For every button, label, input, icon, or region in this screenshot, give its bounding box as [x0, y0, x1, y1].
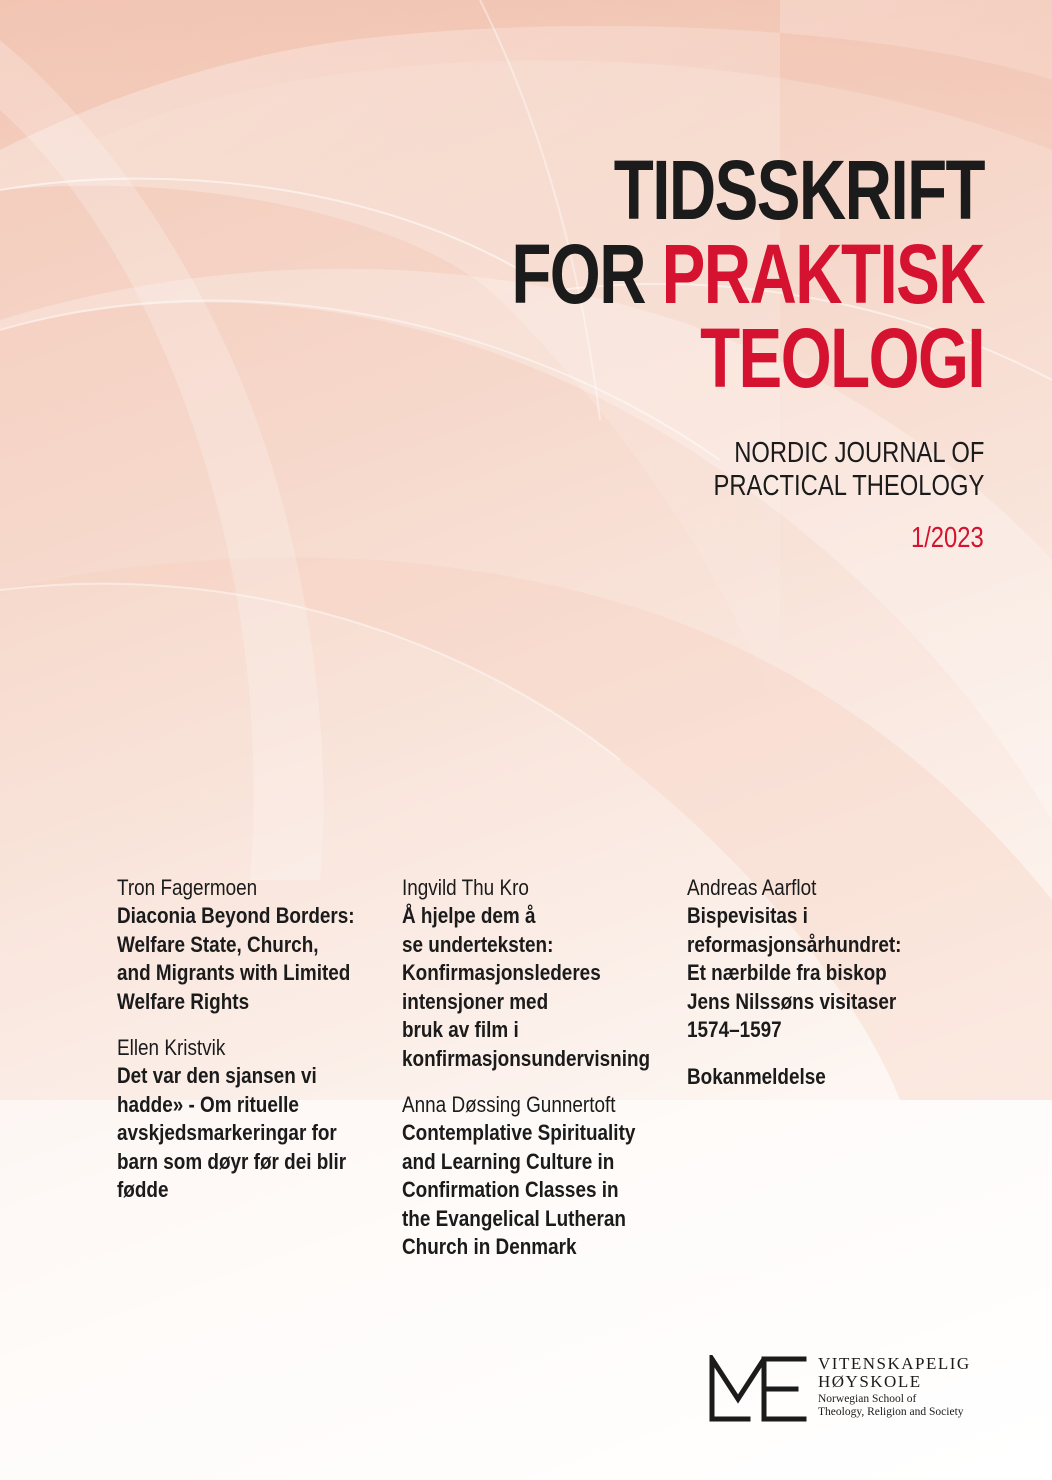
article-author: Ingvild Thu Kro — [402, 875, 529, 900]
article-title — [687, 902, 957, 1045]
article-title-line: fødde — [117, 1177, 169, 1202]
book-review-label: Bokanmeldelse — [687, 1063, 826, 1089]
article-title — [402, 902, 672, 1073]
publisher-name-line-2: HØYSKOLE — [818, 1372, 922, 1391]
article-entry — [402, 874, 672, 1073]
article-author: Anna Døssing Gunnertoft — [402, 1092, 616, 1117]
article-title-line: Å hjelpe dem å — [402, 903, 536, 928]
article-author: Andreas Aarflot — [687, 875, 817, 900]
publisher-name — [818, 1355, 971, 1419]
article-title-line: konfirmasjonsundervisning — [402, 1045, 651, 1071]
article-title-line: bruk av film i — [402, 1017, 519, 1042]
article-entry — [117, 1034, 387, 1205]
title-line-1: TIDSSKRIFT — [613, 143, 984, 237]
title-line-3: TEOLOGI — [700, 311, 984, 405]
title-for: FOR — [511, 227, 662, 321]
subtitle-line-2: PRACTICAL THEOLOGY — [713, 470, 984, 502]
mf-logo-mark-icon — [708, 1355, 808, 1423]
article-title-line: 1574–1597 — [687, 1017, 782, 1042]
issue-number: 1/2023 — [911, 522, 984, 554]
article-entry — [117, 874, 387, 1016]
contents-column-3 — [687, 874, 957, 1091]
article-title-line: Bispevisitas i — [687, 903, 808, 928]
article-title-line: the Evangelical Lutheran — [402, 1205, 626, 1231]
article-entry — [687, 874, 957, 1045]
title-line-2 — [511, 227, 984, 321]
article-title-line: Confirmation Classes in — [402, 1177, 619, 1202]
article-title-line: Contemplative Spirituality — [402, 1120, 636, 1145]
publisher-sub-line-1: Norwegian School of — [818, 1393, 917, 1405]
article-title-line: Church in Denmark — [402, 1234, 577, 1259]
article-title — [402, 1119, 672, 1262]
article-title-line: reformasjonsårhundret: — [687, 931, 902, 957]
article-title — [117, 1062, 387, 1205]
journal-subtitle — [713, 437, 984, 503]
article-title-line: Diaconia Beyond Borders: — [117, 903, 355, 928]
article-title-line: Welfare Rights — [117, 988, 250, 1014]
title-praktisk: PRAKTISK — [661, 227, 984, 321]
publisher-logo — [708, 1355, 998, 1425]
article-title-line: intensjoner med — [402, 988, 549, 1014]
article-title-line: Jens Nilssøns visitaser — [687, 988, 897, 1014]
article-title-line: Welfare State, Church, — [117, 931, 319, 957]
subtitle-line-1: NORDIC JOURNAL OF — [733, 437, 984, 469]
article-title-line: avskjedsmarkeringar for — [117, 1120, 337, 1145]
publisher-name-line-1: VITENSKAPELIG — [818, 1354, 971, 1373]
article-title-line: and Migrants with Limited — [117, 960, 351, 985]
contents-column-2 — [402, 874, 672, 1280]
contents-column-1 — [117, 874, 387, 1223]
article-title — [117, 902, 387, 1016]
publisher-sub-line-2: Theology, Religion and Society — [818, 1406, 964, 1418]
article-title-line: Det var den sjansen vi — [117, 1063, 317, 1088]
article-title-line: Et nærbilde fra biskop — [687, 960, 887, 985]
article-author: Tron Fagermoen — [117, 875, 258, 900]
article-title-line: barn som døyr før dei blir — [117, 1148, 347, 1174]
article-author: Ellen Kristvik — [117, 1035, 226, 1060]
article-title-line: se underteksten: — [402, 931, 554, 957]
article-title-line: and Learning Culture in — [402, 1148, 615, 1174]
article-title-line: hadde» - Om rituelle — [117, 1091, 299, 1117]
journal-title — [511, 143, 984, 405]
article-entry — [402, 1091, 672, 1262]
article-title-line: Konfirmasjonslederes — [402, 960, 601, 985]
